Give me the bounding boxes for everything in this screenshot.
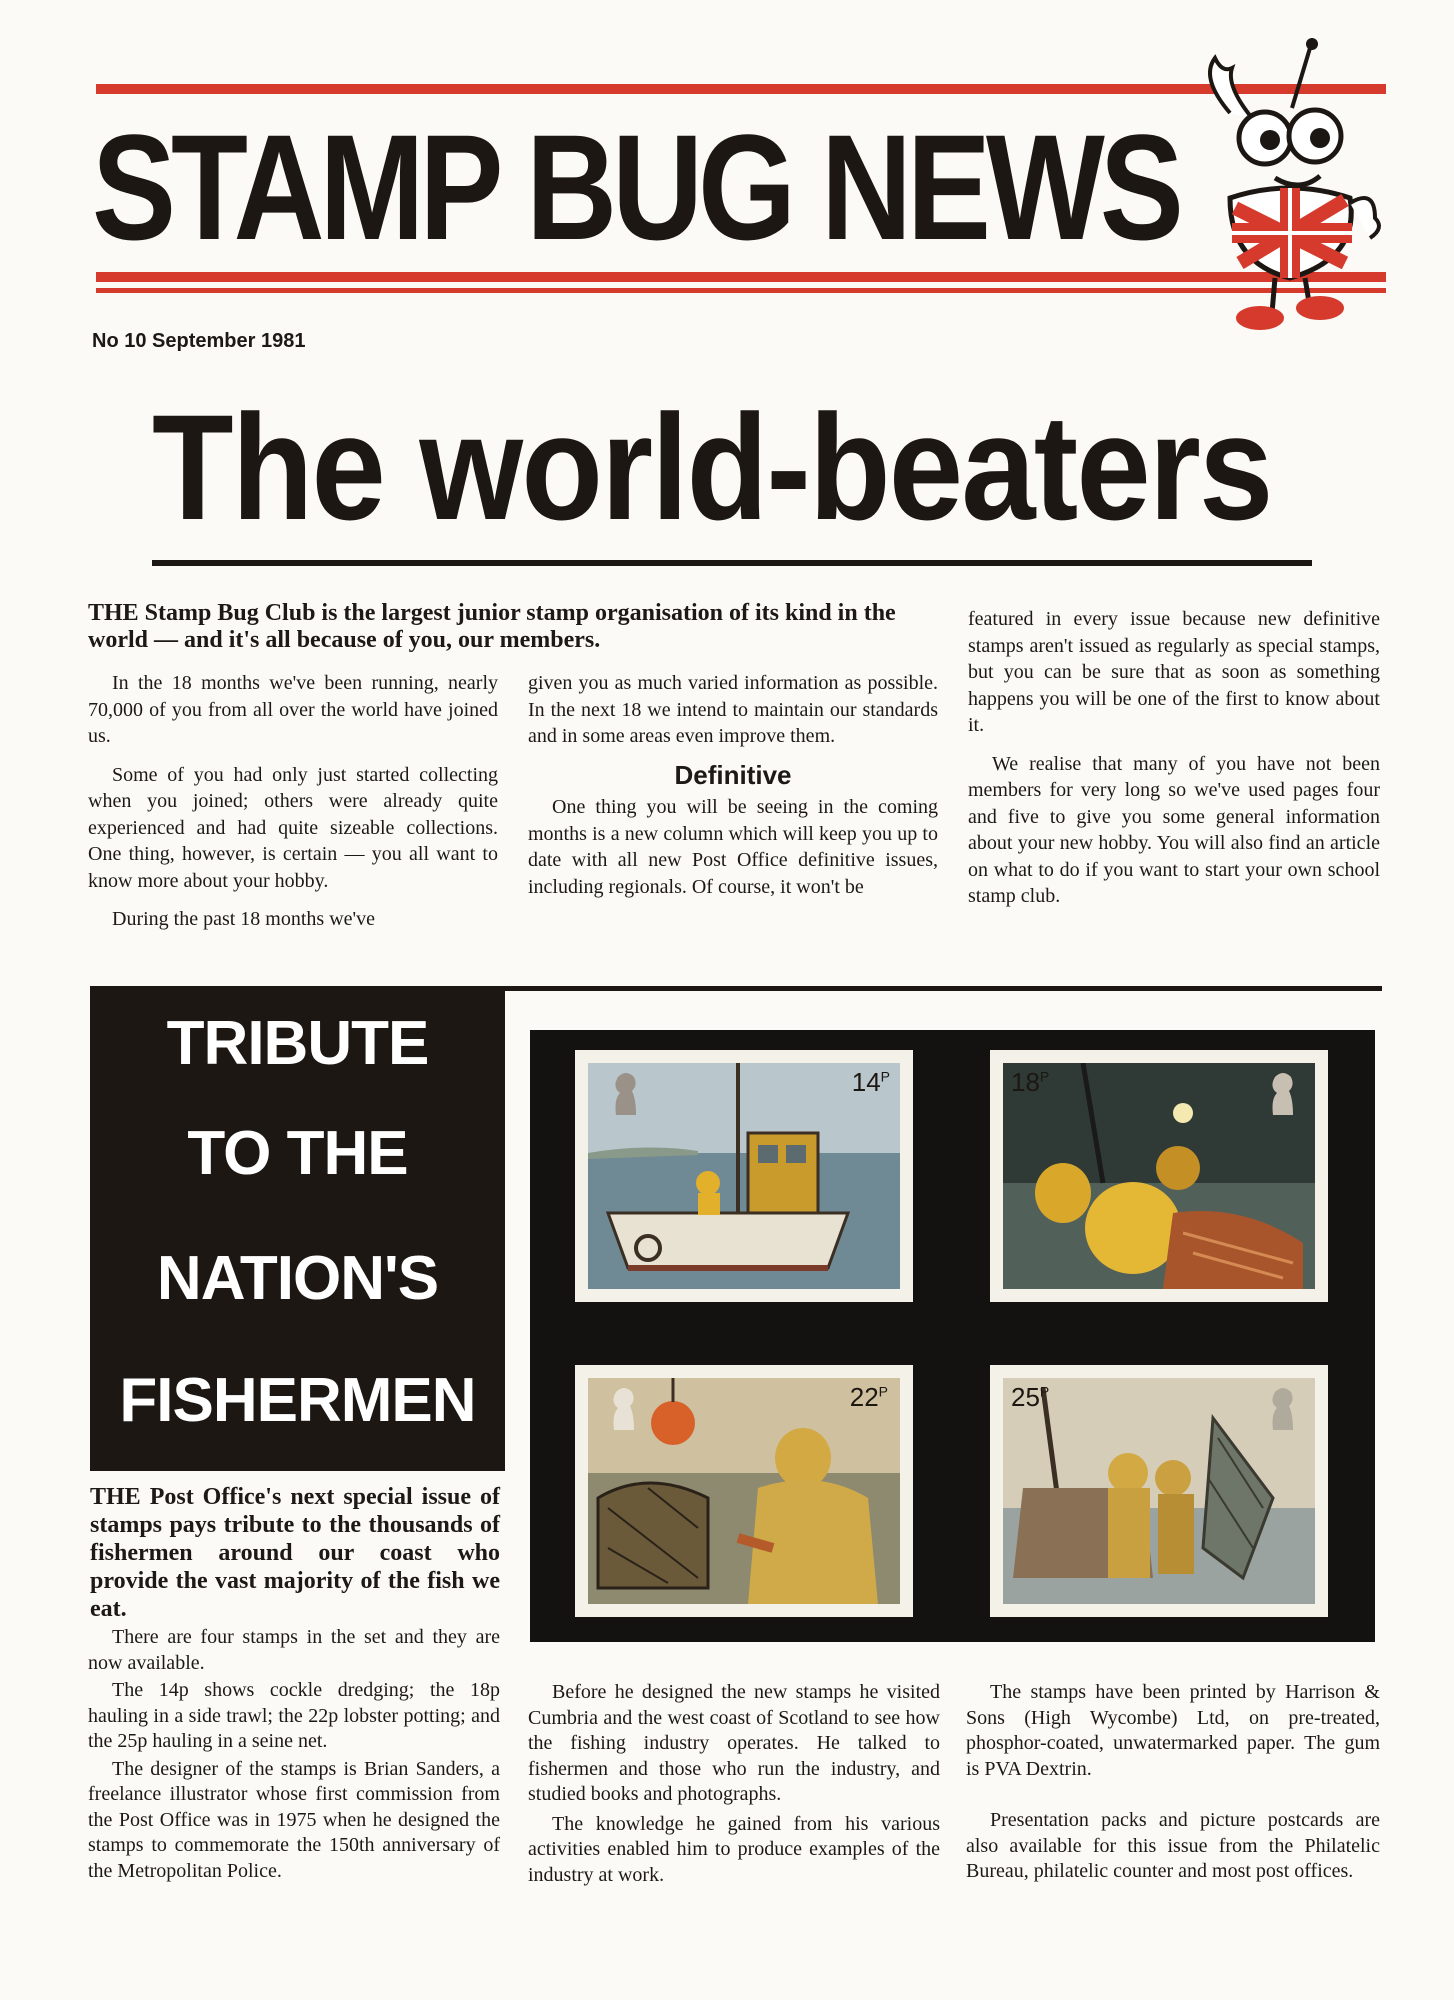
stamp-bug-mascot-icon [1160,28,1400,343]
fishermen-column-2 [528,1680,940,1892]
queen-head-icon [604,1384,640,1432]
tribute-line: FISHERMEN [119,1366,476,1435]
paragraph: Some of you had only just started collecting when you joined; others were already quite experienced and had quite sizeable collections. One thing, however, is certain — you all want to know more about your hobby. [88,763,498,892]
paragraph: The knowledge he gained from his various activities enabled him to produce examples of the industry at work. [528,1812,940,1886]
stamp-25p [990,1365,1328,1617]
headline: The world-beaters [152,383,1272,551]
paragraph: given you as much varied information as possible. In the next 18 we intend to maintain our standards and in some areas even improve them. [528,672,938,747]
stamp-22p [575,1365,913,1617]
article-column-2 [528,670,938,912]
stamp-photo-panel [530,1030,1375,1642]
article-lead: THE Stamp Bug Club is the largest junior stamp organisation of its kind in the world — and it's all because of you, our members. [88,600,896,653]
fishermen-column-1 [88,1625,500,1886]
stamp-value: $14^P$ [851,1067,890,1097]
tribute-line: NATION'S [156,1244,439,1313]
stamp-value: $25^P$ [1011,1382,1050,1412]
fishermen-lead: THE Post Office's next special issue of stamps pays tribute to the thousands of fishermen around our coast who provide the vast majority of the fish we eat. [90,1484,500,1622]
stamp-18p [990,1050,1328,1302]
paragraph: The designer of the stamps is Brian Sanders, a freelance illustrator whose first commission from the Post Office was in 1975 when he designed the stamps to commemorate the 150th anniversary of the Metropolitan Police. [88,1757,500,1882]
paragraph: featured in every issue because new definitive stamps aren't issued as regularly as special stamps, but you can be sure that as soon as something happens you will be one of the first to know about it. [968,608,1380,736]
article-column-3 [968,606,1380,922]
stamp-14p [575,1050,913,1302]
tribute-headline-box [90,991,505,1471]
headline-rule [152,560,1312,566]
paragraph: In the 18 months we've been running, nearly 70,000 of you from all over the world have joined us. [88,672,498,747]
article-column-1 [88,670,498,945]
paragraph: Before he designed the new stamps he visited Cumbria and the west coast of Scotland to see how the fishing industry operates. He talked to fishermen and those who run the industry, and studied books and photographs. [528,1681,940,1805]
paragraph: One thing you will be seeing in the coming months is a new column which will keep you up to date with all new Post Office definitive issues, including regionals. Of course, it won't be [528,796,938,898]
paragraph: The stamps have been printed by Harrison & Sons (High Wycombe) Ltd, on pre-treated, phosphor-coated, unwatermarked paper. The gum is PVA Dextrin. [966,1681,1380,1780]
paragraph: During the past 18 months we've [112,908,376,930]
subheading: Definitive [674,759,792,790]
tribute-line: TRIBUTE [166,1009,429,1078]
masthead-title: STAMP BUG NEWS [92,103,1179,271]
issue-line: No 10 September 1981 [92,330,306,352]
paragraph: We realise that many of you have not been members for very long so we've used pages four and five to give you some general information about your new hobby. You will also find an article on what to do if you want to start your own school stamp club. [968,752,1380,907]
queen-head-icon [1263,1384,1299,1432]
paragraph: Presentation packs and picture postcards are also available for this issue from the Philatelic Bureau, philatelic counter and most post offices. [966,1809,1380,1882]
tribute-line: TO THE [187,1119,408,1188]
paragraph: The 14p shows cockle dredging; the 18p hauling in a side trawl; the 22p lobster potting; and the 25p hauling in a seine net. [88,1679,500,1752]
stamp-value: $18^P$ [1011,1067,1050,1097]
stamp-value: $22^P$ [849,1382,888,1412]
queen-head-icon [606,1069,642,1117]
fishermen-column-3 [966,1680,1380,1897]
paragraph: There are four stamps in the set and they are now available. [88,1626,500,1674]
queen-head-icon [1263,1069,1299,1117]
